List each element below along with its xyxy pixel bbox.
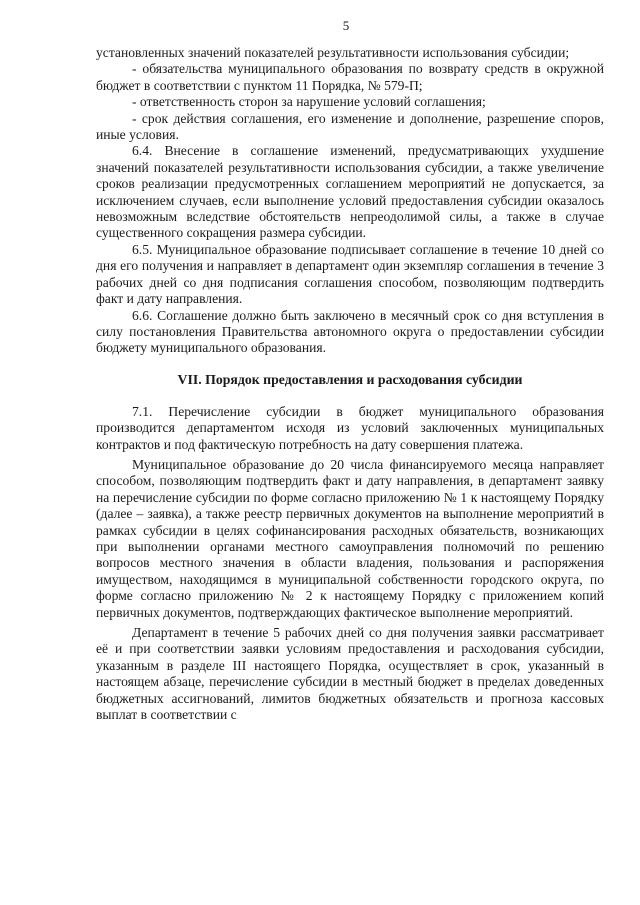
paragraph-return-obligation: - обязательства муниципального образования по возврату средств в окружной бюджет в соответствии с пунктом 11 Порядка, № 579-П; [96,61,604,93]
paragraph-6-5: 6.5. Муниципальное образование подписывает соглашение в течение 10 дней со дня его получения и направляет в департамент один экземпляр соглашения в течение 3 рабочих дней со дня подписания соглашения способом, позволяющим подтвердить факт и дату направления. [96,241,604,307]
paragraph-responsibility: - ответственность сторон за нарушение условий соглашения; [132,94,486,110]
paragraph-indicators-continuation: установленных значений показателей результативности использования субсидии; [96,45,570,60]
paragraph-agreement-term: - срок действия соглашения, его изменение и дополнение, разрешение споров, иные условия. [96,110,604,143]
section-7 [96,404,604,724]
paragraph-department-review: Департамент в течение 5 рабочих дней со дня получения заявки рассматривает её и при соответствии заявки условиям предоставления и расходования субсидии, указанным в разделе III настоящего Порядка, осуществляет в срок, указанный в настоящем абзаце, перечисление субсидии в местный бюджет в пределах доведенных бюджетных ассигнований, лимитов бюджетных обязательств и прогноза кассовых выплат в соответствии с [96,625,604,723]
paragraph-6-4: 6.4. Внесение в соглашение изменений, предусматривающих ухудшение значений показателей результативности использования субсидии, а также увеличение сроков реализации предусмотренных соглашением мероприятий не допускается, за исключением случаев, если выполнение условий предоставления субсидии оказалось невозможным вследствие обстоятельств непреодолимой силы, а также в случае существенного сокращения размера субсидии. [96,143,604,241]
section-heading: VII. Порядок предоставления и расходования субсидии [177,371,523,387]
paragraph-application: Муниципальное образование до 20 числа финансируемого месяца направляет способом, позволяющим подтвердить факт и дату направления, в департамент заявку на перечисление субсидии по форме согласно приложению № 1 к настоящему Порядку (далее – заявка), а также реестр первичных документов на выполнение мероприятий в рамках субсидии в целях софинансирования расходных обязательств, возникающих при выполнении органами местного самоуправления полномочий по решению вопросов местного значения в области владения, пользования и распоряжения имуществом, находящимся в муниципальной собственности городского округа, по форме согласно приложению № 2 к настоящему Порядку с приложением копий первичных документов, подтверждающих фактическое выполнение мероприятий. [96,456,604,620]
paragraph-6-6: 6.6. Соглашение должно быть заключено в месячный срок со дня вступления в силу постановления Правительства автономного округа о предоставлении субсидии бюджету муниципального образования. [96,307,604,356]
paragraph-7-1: 7.1. Перечисление субсидии в бюджет муниципального образования производится департаментом исходя из условий заключенных муниципальных контрактов и под фактическую потребность на дату совершения платежа. [96,403,604,452]
section-6-continuation [96,45,604,357]
page-number: 5 [342,18,350,33]
